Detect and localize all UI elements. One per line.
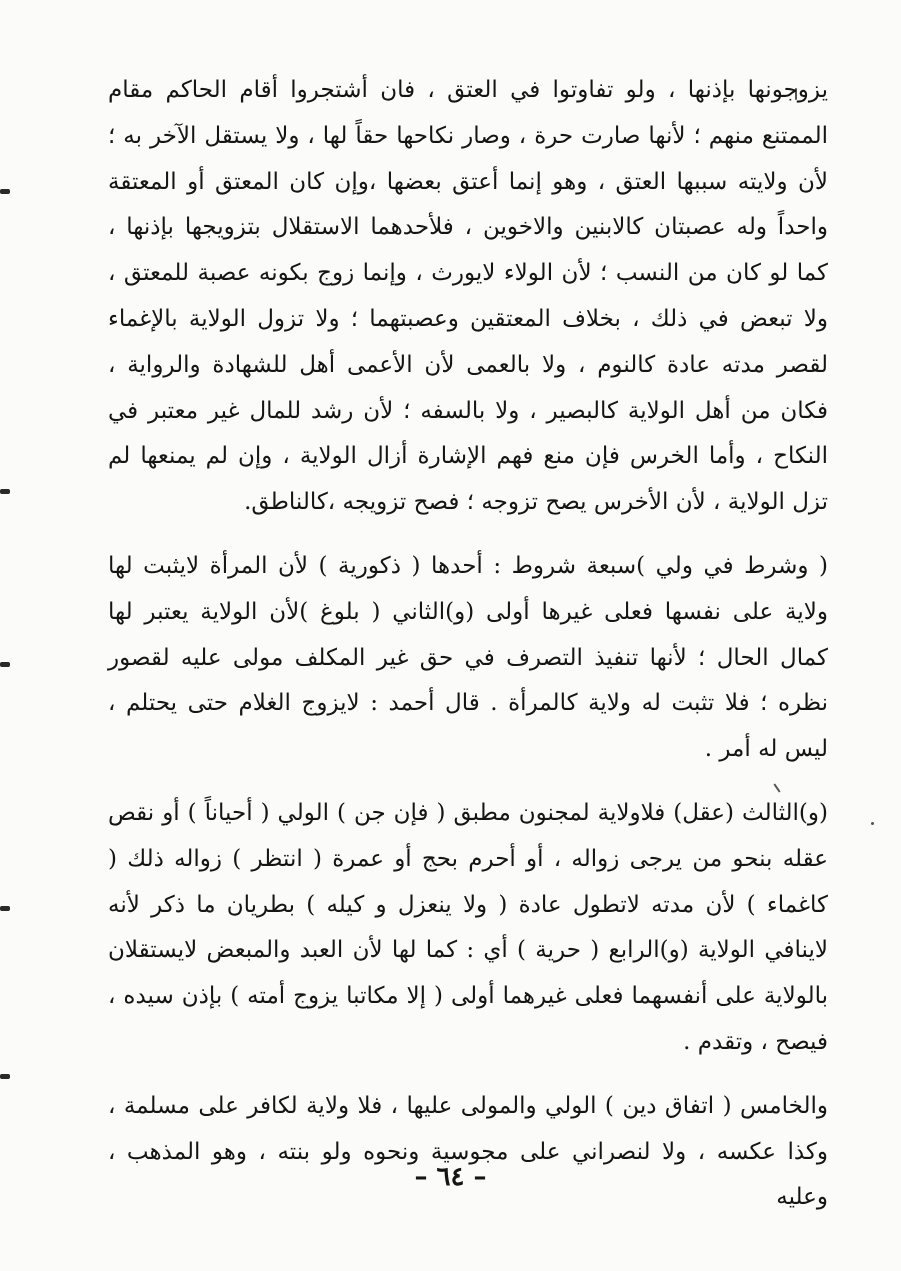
paragraph: والخامس ( اتفاق دين ) الولي والمولى عليها ، فلا ولاية لكافر على مسلمة ، وكذا عكسه ، ولا لنصراني على مجوسية ونحوه ولو بنته ، وهو المذهب ، وعليه [108,1092,828,1211]
margin-mark [0,1074,10,1079]
margin-mark [0,906,10,911]
scan-speck [871,822,874,825]
margin-mark [0,489,10,494]
paragraph: يزوجونها بإذنها ، ولو تفاوتوا في العتق ، فان أشتجروا أقام الحاكم مقام الممتنع منهم ؛ لأنها صارت حرة ، وصار نكاحها حقاً لها ، ولا يستقل الآخر به ؛ لأن ولايته سببها العتق ، وهو إنما أعتق بعضها ،وإن كان المعتق أو المعتقة واحداً وله عصبتان كالابنين والاخوين ، فلأحدهما الاستقلال بتزويجها بإذنها ، كما لو كان من النسب ؛ لأن الولاء لايورث ، وإنما زوج بكونه عصبة للمعتق ، ولا تبعض في ذلك ، بخلاف المعتقين وعصبتهما ؛ ولا تزول الولاية بالإغماء لقصر مدته عادة كالنوم ، ولا بالعمى لأن الأعمى أهل للشهادة والرواية ، فكان من أهل الولاية كالبصير ، ولا بالسفه ؛ لأن رشد للمال غير معتبر في النكاح ، وأما الخرس فإن منع فهم الإشارة أزال الولاية ، وإن لم يمنعها لم تزل الولاية ، لأن الأخرس يصح تزوجه ؛ فصح تزويجه ،كالناطق. [108,77,828,516]
page-number: – ٦٤ – [414,1162,487,1192]
paragraph: ( وشرط في ولي )سبعة شروط : أحدها ( ذكورية ) لأن المرأة لايثبت لها ولاية على نفسها فعلى غيرها أولى (و)الثاني ( بلوغ )لأن الولاية يعتبر لها كمال الحال ؛ لأنها تنفيذ التصرف في حق غير المكلف مولى عليه لقصور نظره ؛ فلا تثبت له ولاية كالمرأة . قال أحمد : لايزوج الغلام حتى يحتلم ، ليس له أمر . [108,552,828,763]
paragraph: (و)الثالث (عقل) فلاولاية لمجنون مطبق ( فإن جن ) الولي ( أحياناً ) أو نقص عقله بنحو من يرجى زواله ، أو أحرم بحج أو عمرة ( انتظر ) زواله ذلك ( كاغماء ) لأن مدته لاتطول عادة ( ولا ينعزل و كيله ) بطريان ما ذكر لأنه لاينافي الولاية (و)الرابع ( حرية ) أي : كما لها لأن العبد والمبعض لايستقلان بالولاية على أنفسهما فعلى غيرهما أولى ( إلا مكاتبا يزوج أمته ) بإذن سيده ، فيصح ، وتقدم . [108,799,828,1055]
margin-mark [0,189,10,194]
page-body [108,68,828,1221]
margin-mark [0,662,10,667]
